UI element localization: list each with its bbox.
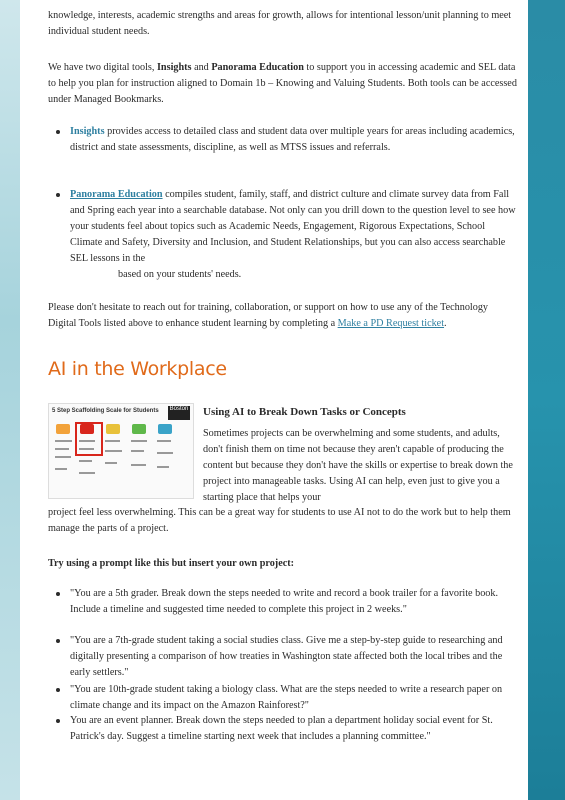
highlight-box xyxy=(75,422,103,456)
scale-chip xyxy=(132,424,146,434)
scale-line xyxy=(105,462,117,464)
ai-body-right: Sometimes projects can be overwhelming and some students, and adults, don't finish them on time not because they aren't capable of producing the content but because they don't have the skills or expertise to break down the project into manageable tasks. Using AI can help, even just to give you a starting place that helps your xyxy=(203,428,513,503)
prompt-text: You are an event planner. Break down the steps needed to plan a department holiday social event for St. Patrick's day. Suggest a timeline starting next week that includes a planning committee." xyxy=(70,715,493,742)
scaffolding-scale-image[interactable] xyxy=(48,403,194,499)
para2-post: to support you in accessing academic and SEL data to help you plan for instruction aligned to Domain 1b – Knowing and Valuing Students. Both tools can be accessed under Managed Bookmarks. xyxy=(48,62,517,105)
image-logo: Boston xyxy=(168,406,190,420)
support-paragraph xyxy=(48,300,518,332)
scale-line xyxy=(157,466,169,468)
scale-line xyxy=(131,450,144,452)
prompt-text: "You are a 7th-grade student taking a social studies class. Give me a step-by-step guide to researching and digitally presenting a comparison of how treaties in Washington state affected both the local tribes and the early settlers." xyxy=(70,635,503,678)
list-item-panorama xyxy=(56,187,516,283)
image-title: 5 Step Scaffolding Scale for Students xyxy=(52,408,159,414)
prompt-item xyxy=(56,682,512,714)
insights-desc: provides access to detailed class and student data over multiple years for areas including academics, district and state assessments, discipline, as well as MTSS issues and referrals. xyxy=(70,126,515,153)
scale-line xyxy=(79,460,92,462)
intro-paragraph: knowledge, interests, academic strengths and areas for growth, allows for intentional lesson/unit planning to meet individual student needs. xyxy=(48,10,512,37)
para2-tool2: Panorama Education xyxy=(211,62,304,73)
insights-link[interactable]: Insights xyxy=(70,126,105,137)
prompt-text: "You are 10th-grade student taking a biology class. What are the steps needed to write a research paper on climate change and its impact on the Amazon Rainforest?" xyxy=(70,684,503,711)
support-end: . xyxy=(444,318,447,329)
scale-column-1 xyxy=(53,420,75,494)
prompt-item xyxy=(56,713,512,745)
ai-subtitle: Using AI to Break Down Tasks or Concepts xyxy=(203,406,406,418)
prompt-text: "You are a 5th grader. Break down the steps needed to write and record a book trailer for a favorite book. Include a timeline and suggested time needed to complete this project in 2 weeks." xyxy=(70,588,499,615)
scale-line xyxy=(55,456,71,458)
scale-line xyxy=(55,468,67,470)
scale-chip xyxy=(106,424,120,434)
prompt-item xyxy=(56,586,512,618)
prompt-item xyxy=(56,633,512,681)
digital-tools-paragraph xyxy=(48,60,518,108)
para2-mid: and xyxy=(191,62,212,73)
panorama-link[interactable]: Panorama Education xyxy=(70,189,163,200)
scale-line xyxy=(79,472,95,474)
bullet-icon xyxy=(56,639,60,643)
scale-line xyxy=(105,450,122,452)
bullet-icon xyxy=(56,592,60,596)
panorama-desc: compiles student, family, staff, and district culture and climate survey data from Fall and Spring each year into a searchable database. Not only can you drill down to the question level to see how your students feel about topics such as Academic Needs, Engagement, Rigorous Expectations, School Climate and Safety, Diversity and Inclusion, and Student Relationships, but you can also access searchable SEL lessons in the xyxy=(70,189,516,264)
scale-line xyxy=(157,452,173,454)
scale-chip xyxy=(56,424,70,434)
pd-request-link[interactable]: Make a PD Request ticket xyxy=(337,318,445,329)
para2-tool1: Insights xyxy=(156,62,192,73)
scale-column-3 xyxy=(103,420,125,494)
scale-line xyxy=(105,440,120,442)
scale-line xyxy=(157,440,171,442)
newsletter-page xyxy=(20,0,528,800)
bullet-icon xyxy=(56,688,60,692)
support-text: Please don't hesitate to reach out for training, collaboration, or support on how to use any of the Technology Digital Tools listed above to enhance student learning by completing a xyxy=(48,302,489,329)
list-item-insights xyxy=(56,124,516,156)
scale-column-5 xyxy=(155,420,177,494)
bullet-icon xyxy=(56,193,60,197)
scale-line xyxy=(131,440,147,442)
ai-body-full: project feel less overwhelming. This can be a great way for students to use AI not to do the work but to help them manage the parts of a project. xyxy=(48,507,511,534)
section-title-ai: AI in the Workplace xyxy=(48,358,227,380)
para2-pre: We have two digital tools, xyxy=(48,62,157,73)
try-prompt-label: Try using a prompt like this but insert your own project: xyxy=(48,558,295,569)
scale-column-4 xyxy=(129,420,151,494)
bullet-icon xyxy=(56,130,60,134)
right-background-strip xyxy=(528,0,565,800)
scale-line xyxy=(131,464,146,466)
scale-line xyxy=(55,440,72,442)
bullet-icon xyxy=(56,719,60,723)
left-background-strip xyxy=(0,0,20,800)
scale-line xyxy=(55,448,69,450)
panorama-desc-tail: based on your students' needs. xyxy=(118,269,242,280)
scale-chip xyxy=(158,424,172,434)
